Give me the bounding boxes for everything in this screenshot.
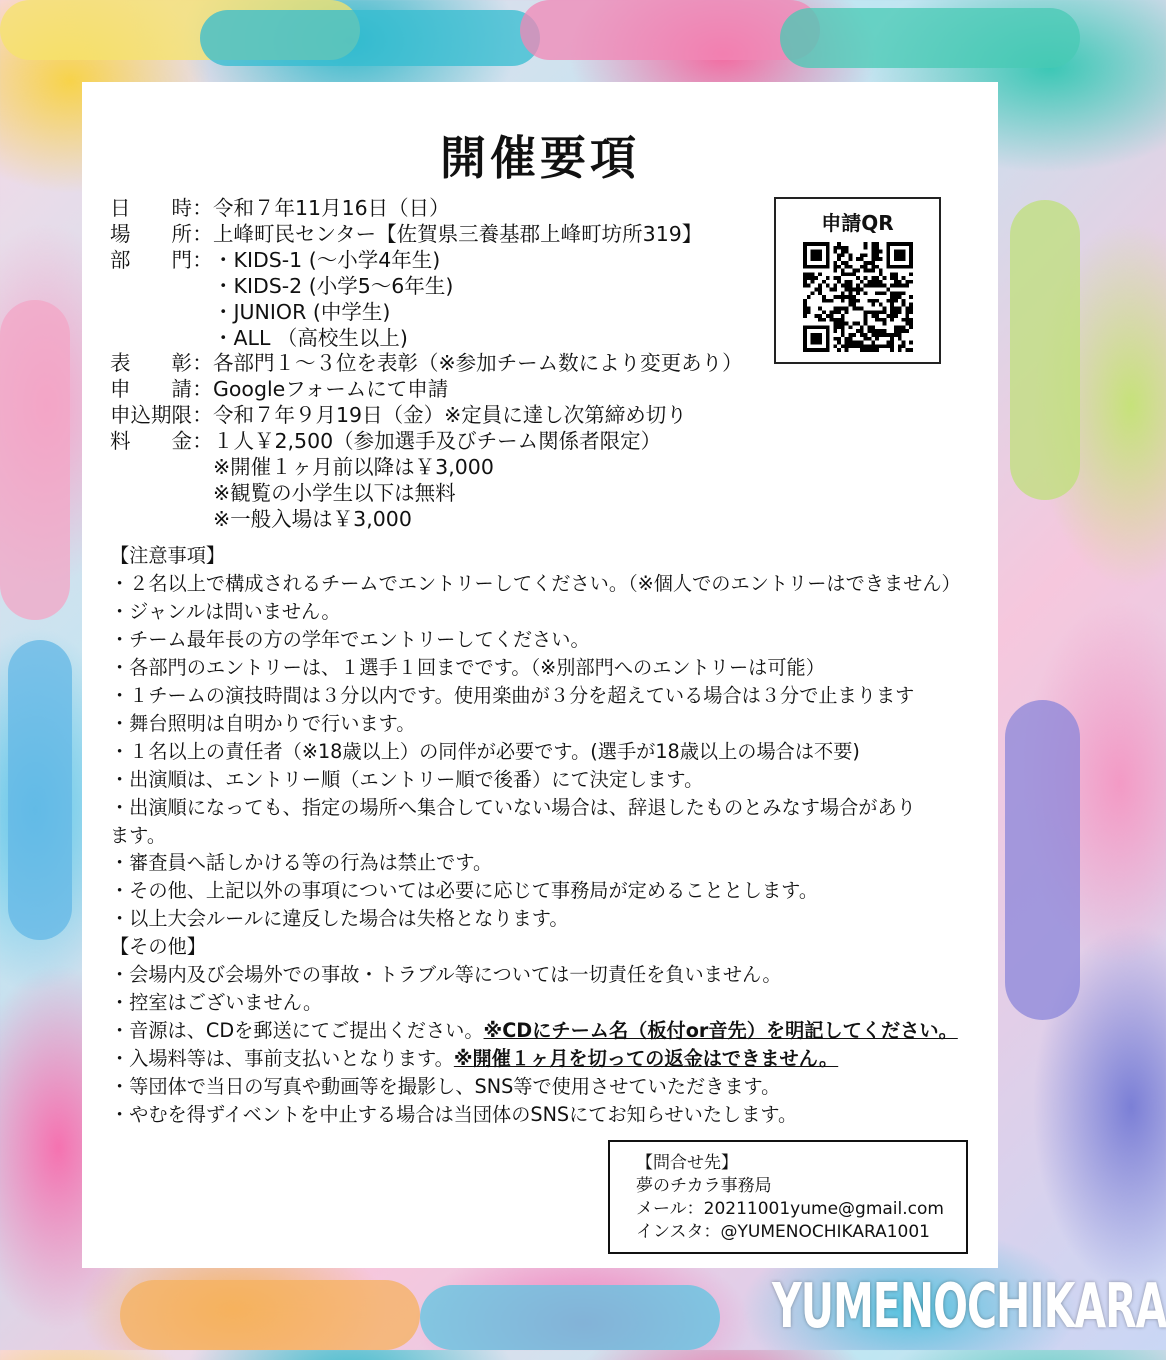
- list-item: [110, 1045, 970, 1073]
- list-item: ・１チームの演技時間は３分以内です。使用楽曲が３分を超えている場合は３分で止まります: [110, 683, 915, 707]
- detail-value: Googleフォームにて申請: [213, 377, 449, 402]
- detail-value: ※開催１ヶ月前以降は￥3,000: [213, 455, 494, 480]
- paint-stroke: [0, 300, 70, 620]
- label-char: 部: [110, 247, 131, 272]
- label-char: 申: [110, 377, 131, 402]
- detail-value: 各部門１〜３位を表彰（※参加チーム数により変更あり）: [213, 351, 743, 376]
- paint-stroke: [1005, 700, 1080, 1020]
- detail-row: [110, 222, 743, 248]
- list-item: ・会場内及び会場外での事故・トラブル等については一切責任を負いません。: [110, 963, 782, 987]
- detail-value: ・JUNIOR (中学生): [213, 299, 391, 324]
- notes-section: [110, 542, 970, 1129]
- list-item: ・ジャンルは問いません。: [110, 599, 341, 623]
- item-text: ・音源は、CDを郵送にてご提出ください。: [110, 1019, 484, 1043]
- detail-row: [110, 429, 743, 455]
- detail-label: [110, 222, 192, 248]
- detail-value: 上峰町民センター【佐賀県三養基郡上峰町坊所319】: [213, 221, 703, 246]
- label-char: 門: [171, 247, 192, 272]
- detail-colon: ：: [192, 247, 213, 272]
- contact-org: 夢のチカラ事務局: [636, 1176, 772, 1196]
- qr-label: 申請QR: [821, 211, 894, 235]
- detail-label: [110, 351, 192, 377]
- detail-value: 令和７年９月19日（金）※定員に達し次第締め切り: [213, 403, 687, 428]
- qr-box[interactable]: [774, 197, 941, 364]
- detail-row: [110, 351, 743, 377]
- paint-stroke: [420, 1285, 720, 1350]
- event-details: [110, 196, 743, 533]
- list-item: ・舞台照明は自明かりで行います。: [110, 711, 416, 735]
- emphasis-note: ※開催１ヶ月を切っての返金はできません。: [453, 1047, 839, 1071]
- label-char: 彰: [171, 351, 192, 376]
- detail-row: [110, 377, 743, 403]
- detail-label: [110, 403, 192, 429]
- label-char: 日: [110, 196, 131, 220]
- detail-value: ・ALL （高校生以上): [213, 325, 408, 350]
- detail-row: [110, 274, 743, 300]
- detail-label: [110, 196, 192, 222]
- item-text: ・入場料等は、事前支払いとなります。: [110, 1047, 454, 1071]
- label-char: 請: [171, 377, 192, 402]
- list-item: ・１名以上の責任者（※18歳以上）の同伴が必要です。(選手が18歳以上の場合は不要): [110, 739, 860, 763]
- label-char: 所: [171, 221, 192, 246]
- detail-label: [110, 377, 192, 403]
- detail-row: [110, 507, 743, 533]
- list-item: ・その他、上記以外の事項については必要に応じて事務局が定めることとします。: [110, 879, 819, 903]
- detail-row: [110, 300, 743, 326]
- detail-colon: ：: [192, 403, 213, 428]
- detail-row: [110, 248, 743, 274]
- info-panel: [82, 82, 998, 1268]
- list-item: [110, 1017, 970, 1045]
- detail-colon: ：: [192, 429, 213, 454]
- detail-row: [110, 326, 743, 352]
- detail-colon: ：: [192, 377, 213, 402]
- detail-value: ・KIDS-1 (〜小学4年生): [213, 247, 441, 272]
- contact-instagram[interactable]: インスタ：@YUMENOCHIKARA1001: [636, 1222, 930, 1242]
- label-char: 申込期限: [110, 403, 192, 428]
- detail-row: [110, 196, 743, 222]
- label-char: 表: [110, 351, 131, 376]
- detail-colon: ：: [192, 351, 213, 376]
- paint-stroke: [780, 8, 1080, 68]
- list-item: ・各部門のエントリーは、１選手１回までです。（※別部門へのエントリーは可能）: [110, 655, 825, 679]
- contact-heading: 【問合せ先】: [636, 1153, 738, 1173]
- detail-colon: ：: [192, 196, 213, 220]
- detail-value: １人￥2,500（参加選手及びチーム関係者限定）: [213, 429, 662, 454]
- detail-label: [110, 248, 192, 274]
- list-item: ・２名以上で構成されるチームでエントリーしてください。（※個人でのエントリーはできません）: [110, 571, 961, 595]
- detail-value: 令和７年11月16日（日）: [213, 196, 450, 220]
- list-item: ・チーム最年長の方の学年でエントリーしてください。: [110, 627, 590, 651]
- list-item: ・審査員へ話しかける等の行為は禁止です。: [110, 851, 493, 875]
- detail-value: ※観覧の小学生以下は無料: [213, 480, 456, 505]
- label-char: 時: [171, 196, 192, 220]
- list-item: ・出演順は、エントリー順（エントリー順で後番）にて決定します。: [110, 767, 704, 791]
- paint-stroke: [1010, 200, 1080, 500]
- qr-code-icon[interactable]: [803, 242, 913, 352]
- contact-email[interactable]: メール：20211001yume@gmail.com: [636, 1199, 944, 1219]
- detail-value: ・KIDS-2 (小学5〜6年生): [213, 273, 454, 298]
- paint-stroke: [120, 1280, 420, 1350]
- others-heading: 【その他】: [110, 935, 206, 959]
- list-item: ・控室はございません。: [110, 991, 323, 1015]
- list-item: ・出演順になっても、指定の場所へ集合していない場合は、辞退したものとみなす場合があります。: [110, 795, 916, 847]
- page-title: 開催要項: [440, 131, 640, 185]
- list-item: ・やむを得ずイベントを中止する場合は当団体のSNSにてお知らせいたします。: [110, 1103, 798, 1127]
- emphasis-note: ※CDにチーム名（板付or音先）を明記してください。: [483, 1019, 958, 1043]
- label-char: 場: [110, 221, 131, 246]
- label-char: 料: [110, 429, 131, 454]
- contact-box: [608, 1140, 968, 1254]
- label-char: 金: [171, 429, 192, 454]
- detail-label: [110, 429, 192, 455]
- detail-value: ※一般入場は￥3,000: [213, 506, 412, 531]
- detail-colon: ：: [192, 221, 213, 246]
- paint-stroke: [8, 640, 72, 940]
- brand-logo: YUMENOCHIKARA: [772, 1270, 1166, 1342]
- detail-row: [110, 455, 743, 481]
- paint-stroke: [200, 10, 540, 66]
- cautions-heading: 【注意事項】: [110, 544, 226, 567]
- list-item: ・以上大会ルールに違反した場合は失格となります。: [110, 907, 569, 931]
- detail-row: [110, 403, 743, 429]
- detail-row: [110, 481, 743, 507]
- list-item: ・等団体で当日の写真や動画等を撮影し、SNS等で使用させていただきます。: [110, 1075, 781, 1099]
- paint-stroke: [520, 0, 820, 60]
